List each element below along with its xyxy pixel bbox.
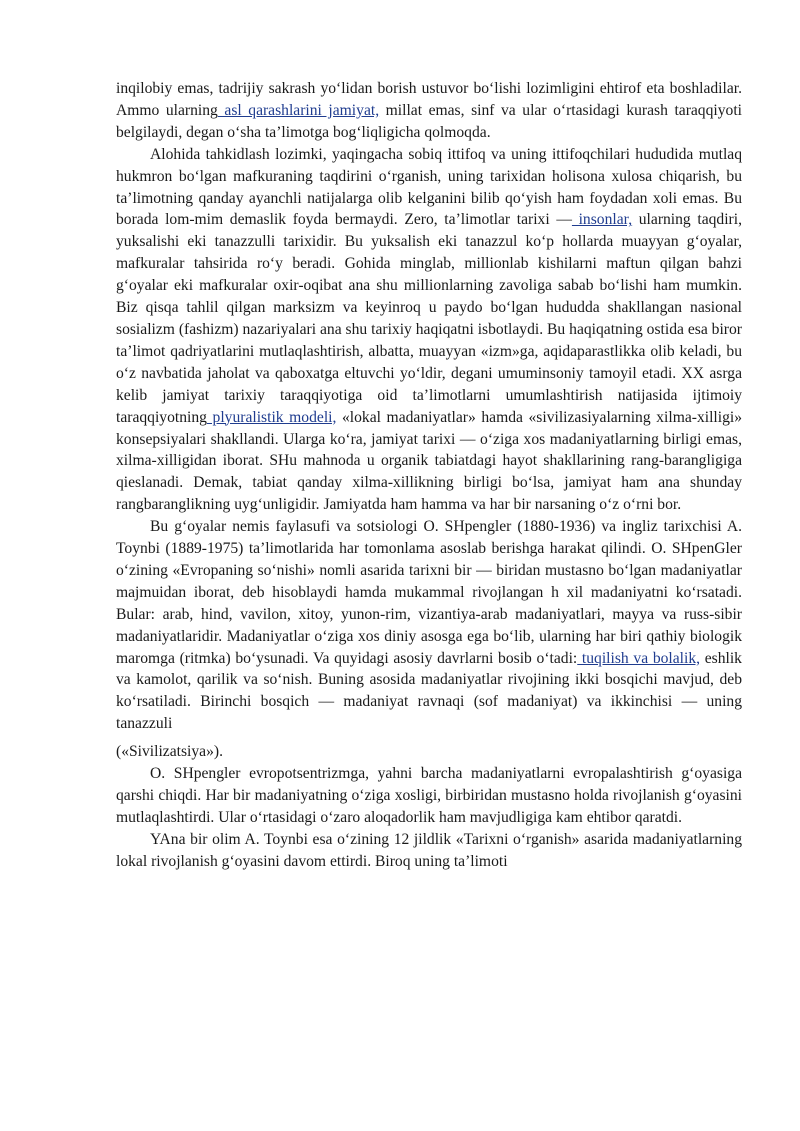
- document-page: [116, 78, 742, 873]
- paragraph: [116, 516, 742, 735]
- paragraph-text: ularning taqdiri, yuksalishi eki tanazzulli tarixidir. Bu yuksalish eki tanazzul ko‘p hollarda muayyan g‘oyalar, mafkuralar tahsirida ro‘y beradi. Gohida minglab, millionlab kishilarni maftun qilgan bahzi g‘oyalar eki mafkuralar oxir-oqibat ana shu millionlarning zavoliga sabab bo‘lishi ham mumkin. Biz qisqa tahlil qilgan marksizm va keyinroq u paydo bo‘lgan hududda shakllangan nasional sosializm (fashizm) nazariyalari ana shu tarixiy haqiqatni isbotlaydi. Bu haqiqatning ostida esa biror ta’limot qadriyatlarini mutlaqlashtirish, albatta, muayyan «izm»ga, aqidaparastlikka olib keladi, bu o‘z navbatida jaholat va qaboxatga eltuvchi yo‘ldir, degani umuminsoniy tamoyil etadi. XX asrga kelib jamiyat tarixiy taraqqiyotiga oid ta’limotlarni umumlashtirish natijasida ijtimoiy taraqqiyotning: [116, 211, 742, 426]
- paragraph: [116, 144, 742, 516]
- paragraph: [116, 78, 742, 144]
- paragraph-text: «lokal madaniyatlar» hamda «sivilizasiyalarning xilma-xilligi» konsepsiyalari shakllandi. Ularga ko‘ra, jamiyat tarixi — o‘ziga xos madaniyatlarning birligi emas, xilma-xilligidan iborat. SHu mahnoda u organik tabiatdagi hayot shakllarining rang-barangligiga qieslanadi. Demak, tabiat qanday xilma-xillikning birligi bo‘lsa, jamiyat ham ana shunday rangbaranglikning uyg‘unligidir. Jamiyatda ham hamma va har bir narsaning o‘z o‘rni bor.: [116, 408, 742, 514]
- hyperlink[interactable]: tuqilish va bolalik,: [577, 649, 701, 667]
- paragraph-text: Alohida tahkidlash lozimki, yaqingacha sobiq ittifoq va uning ittifoqchilari hududida mutlaq hukmron bo‘lgan mafkuraning taqdirini o‘rganish, uning tarixidan holisona xulosa chiqarish, bu ta’limotning qanday ayanchli natijalarga olib kelganini bilib qo‘yish ham foydadan xoli emas. Bu borada lom-mim demaslik foyda bermaydi. Zero, ta’limotlar tarixi —: [116, 145, 742, 229]
- hyperlink[interactable]: plyuralistik modeli,: [206, 408, 337, 426]
- paragraph-text: inqilobiy emas, tadrijiy sakrash yo‘lidan borish ustuvor bo‘lishi lozimligini ehtirof eta boshladilar. Ammo ularning: [116, 80, 742, 119]
- paragraph: [116, 829, 742, 873]
- paragraph: [116, 763, 742, 829]
- paragraph: [116, 741, 742, 763]
- hyperlink[interactable]: asl qarashlarini jamiyat,: [217, 101, 380, 119]
- paragraph-text: eshlik va kamolot, qarilik va so‘nish. Buning asosida madaniyatlar rivojining ikki bosqichi mavjud, deb ko‘rsatiladi. Birinchi bosqich — madaniyat ravnaqi (sof madaniyat) va ikkinchisi — uning tanazzuli: [116, 649, 742, 733]
- paragraph-text: («Sivilizatsiya»).: [116, 743, 223, 761]
- paragraph-text: Bu g‘oyalar nemis faylasufi va sotsiologi O. SHpengler (1880-1936) va ingliz tarixchisi A. Toynbi (1889-1975) ta’limotlarida har tomonlama asoslab berishga harakat qilindi. O. SHpenGler o‘zining «Evropaning so‘nishi» nomli asarida tarixni bir — biridan mustasno bo‘lgan madaniyatlar majmuidan iborat, deb hisoblaydi hamda mukammal rivojlangan h xil madaniyatni ko‘rsatadi. Bular: arab, hind, vavilon, xitoy, yunon-rim, vizantiya-arab madaniyatlari, mayya va russ-sibir madaniyatlaridir. Madaniyatlar o‘ziga xos diniy asosga ega bo‘lib, ularning har biri qathiy biologik maromga (ritmka) bo‘ysunadi. Va quyidagi asosiy davrlarni bosib o‘tadi:: [116, 518, 742, 667]
- paragraph-text: millat emas, sinf va ular o‘rtasidagi kurash taraqqiyoti belgilaydi, degan o‘sha ta’limotga bog‘liqligicha qolmoqda.: [116, 101, 742, 141]
- hyperlink[interactable]: insonlar,: [571, 211, 633, 229]
- paragraph-text: O. SHpengler evropotsentrizmga, yahni barcha madaniyatlarni evropalashtirish g‘oyasiga qarshi chiqdi. Har bir madaniyatning o‘ziga xosligi, birbiridan mustasno holda rivojlanish g‘oyasini mutlaqlashtirdi. Ular o‘rtasidagi o‘zaro aloqadorlik ham mavjudligiga kam ehtibor qaratdi.: [116, 765, 742, 826]
- paragraph-text: YAna bir olim A. Toynbi esa o‘zining 12 jildlik «Tarixni o‘rganish» asarida madaniyatlarning lokal rivojlanish g‘oyasini davom ettirdi. Biroq uning ta’limoti: [116, 830, 742, 870]
